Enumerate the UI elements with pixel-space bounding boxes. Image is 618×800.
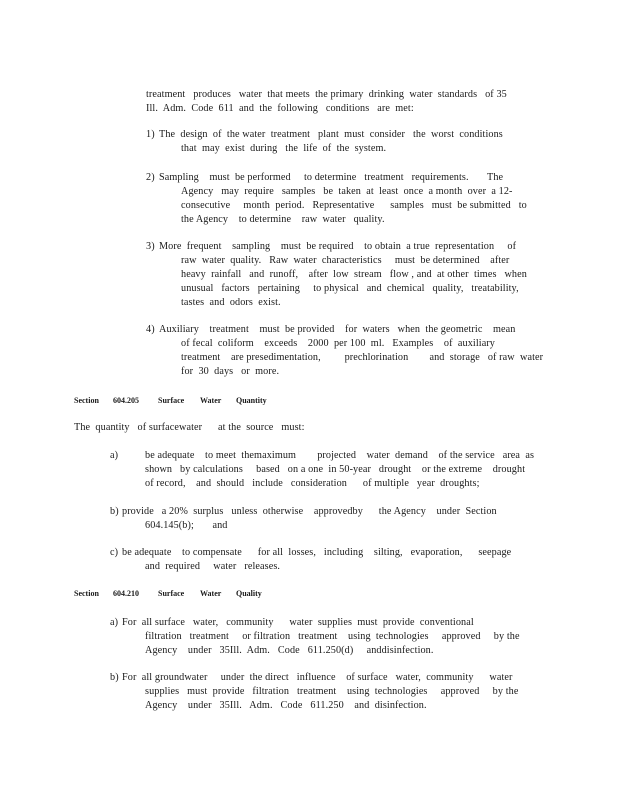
quality-item-b — [110, 671, 518, 713]
quantity-line: be adequate to meet themaximum projected water demand of the service area as — [145, 450, 535, 461]
quantity-line: shown by calculations based on a one in 50-year drought or the extreme drought — [145, 464, 526, 475]
condition-line: that may exist during the life of the system. — [181, 143, 387, 154]
quality-line: supplies must provide filtration treatment using technologies approved by the — [145, 686, 519, 697]
quantity-item-b — [110, 505, 497, 533]
condition-line: consecutive month period. Representative samples must be submitted to — [181, 200, 527, 211]
condition-line: Sampling must be performed to determine treatment requirements. The — [159, 172, 504, 183]
condition-line: the Agency to determine raw water quality. — [181, 214, 385, 225]
section-title-word: Water — [200, 396, 222, 405]
quality-line: Agency under 35Ill. Adm. Code 611.250(d) anddisinfection. — [145, 645, 434, 656]
intro-line: treatment produces water that meets the primary drinking water standards of 35 — [146, 89, 507, 100]
list-marker: b) — [110, 506, 119, 517]
list-marker: a) — [110, 450, 119, 461]
condition-line: of fecal coliform exceeds 2000 per 100 ml. Examples of auxiliary — [181, 338, 495, 349]
section-title-word: Surface — [158, 589, 185, 598]
condition-line: heavy rainfall and runoff, after low stream flow , and at other times when — [181, 269, 527, 280]
quantity-line: 604.145(b); and — [145, 520, 228, 531]
condition-line: The design of the water treatment plant must consider the worst conditions — [159, 129, 503, 140]
condition-line: raw water quality. Raw water characteristics must be determined after — [181, 255, 510, 266]
list-marker: 2) — [146, 172, 155, 183]
section-title-word: Surface — [158, 396, 185, 405]
quality-line: For all surface water, community water supplies must provide conventional — [122, 617, 474, 628]
condition-line: treatment are presedimentation, prechlorination and storage of raw water — [181, 352, 544, 363]
quantity-line: provide a 20% surplus unless otherwise approvedby the Agency under Section — [122, 506, 497, 517]
intro-line: Ill. Adm. Code 611 and the following conditions are met: — [146, 103, 414, 114]
section-title-word: Water — [200, 589, 222, 598]
quality-line: For all groundwater under the direct influence of surface water, community water — [122, 672, 513, 683]
quality-line: filtration treatment or filtration treatment using technologies approved by the — [145, 631, 520, 642]
list-marker: 4) — [146, 324, 155, 335]
list-marker: c) — [110, 547, 119, 558]
quantity-intro-line: The quantity of surfacewater at the source must: — [74, 422, 305, 433]
section-label: Section — [74, 589, 99, 598]
quantity-item-c — [110, 546, 511, 574]
list-marker: 3) — [146, 241, 155, 252]
condition-3 — [146, 240, 527, 310]
section-heading-604-205 — [0, 396, 618, 408]
quantity-intro — [74, 421, 305, 435]
list-marker: 1) — [146, 129, 155, 140]
list-marker: a) — [110, 617, 119, 628]
condition-1 — [146, 128, 503, 156]
quantity-line: be adequate to compensate for all losses, including silting, evaporation, seepage — [122, 547, 512, 558]
list-marker: b) — [110, 672, 119, 683]
intro-paragraph — [146, 88, 507, 116]
quantity-line: and required water releases. — [145, 561, 281, 572]
section-title-word: Quality — [236, 589, 262, 598]
section-title-word: Quantity — [236, 396, 267, 405]
quality-item-a — [110, 616, 520, 658]
quantity-item-a — [110, 449, 534, 491]
quantity-line: of record, and should include consideration of multiple year droughts; — [145, 478, 480, 489]
condition-line: unusual factors pertaining to physical and chemical quality, treatability, — [181, 283, 519, 294]
condition-line: Auxiliary treatment must be provided for waters when the geometric mean — [159, 324, 516, 335]
condition-line: Agency may require samples be taken at least once a month over a 12- — [181, 186, 513, 197]
condition-line: for 30 days or more. — [181, 366, 280, 377]
section-label: Section — [74, 396, 99, 405]
condition-2 — [146, 171, 527, 227]
section-number: 604.210 — [113, 589, 139, 598]
section-number: 604.205 — [113, 396, 139, 405]
condition-line: tastes and odors exist. — [181, 297, 281, 308]
condition-line: More frequent sampling must be required to obtain a true representation of — [159, 241, 517, 252]
condition-4 — [146, 323, 543, 379]
quality-line: Agency under 35Ill. Adm. Code 611.250 and disinfection. — [145, 700, 427, 711]
section-heading-604-210 — [0, 589, 618, 601]
